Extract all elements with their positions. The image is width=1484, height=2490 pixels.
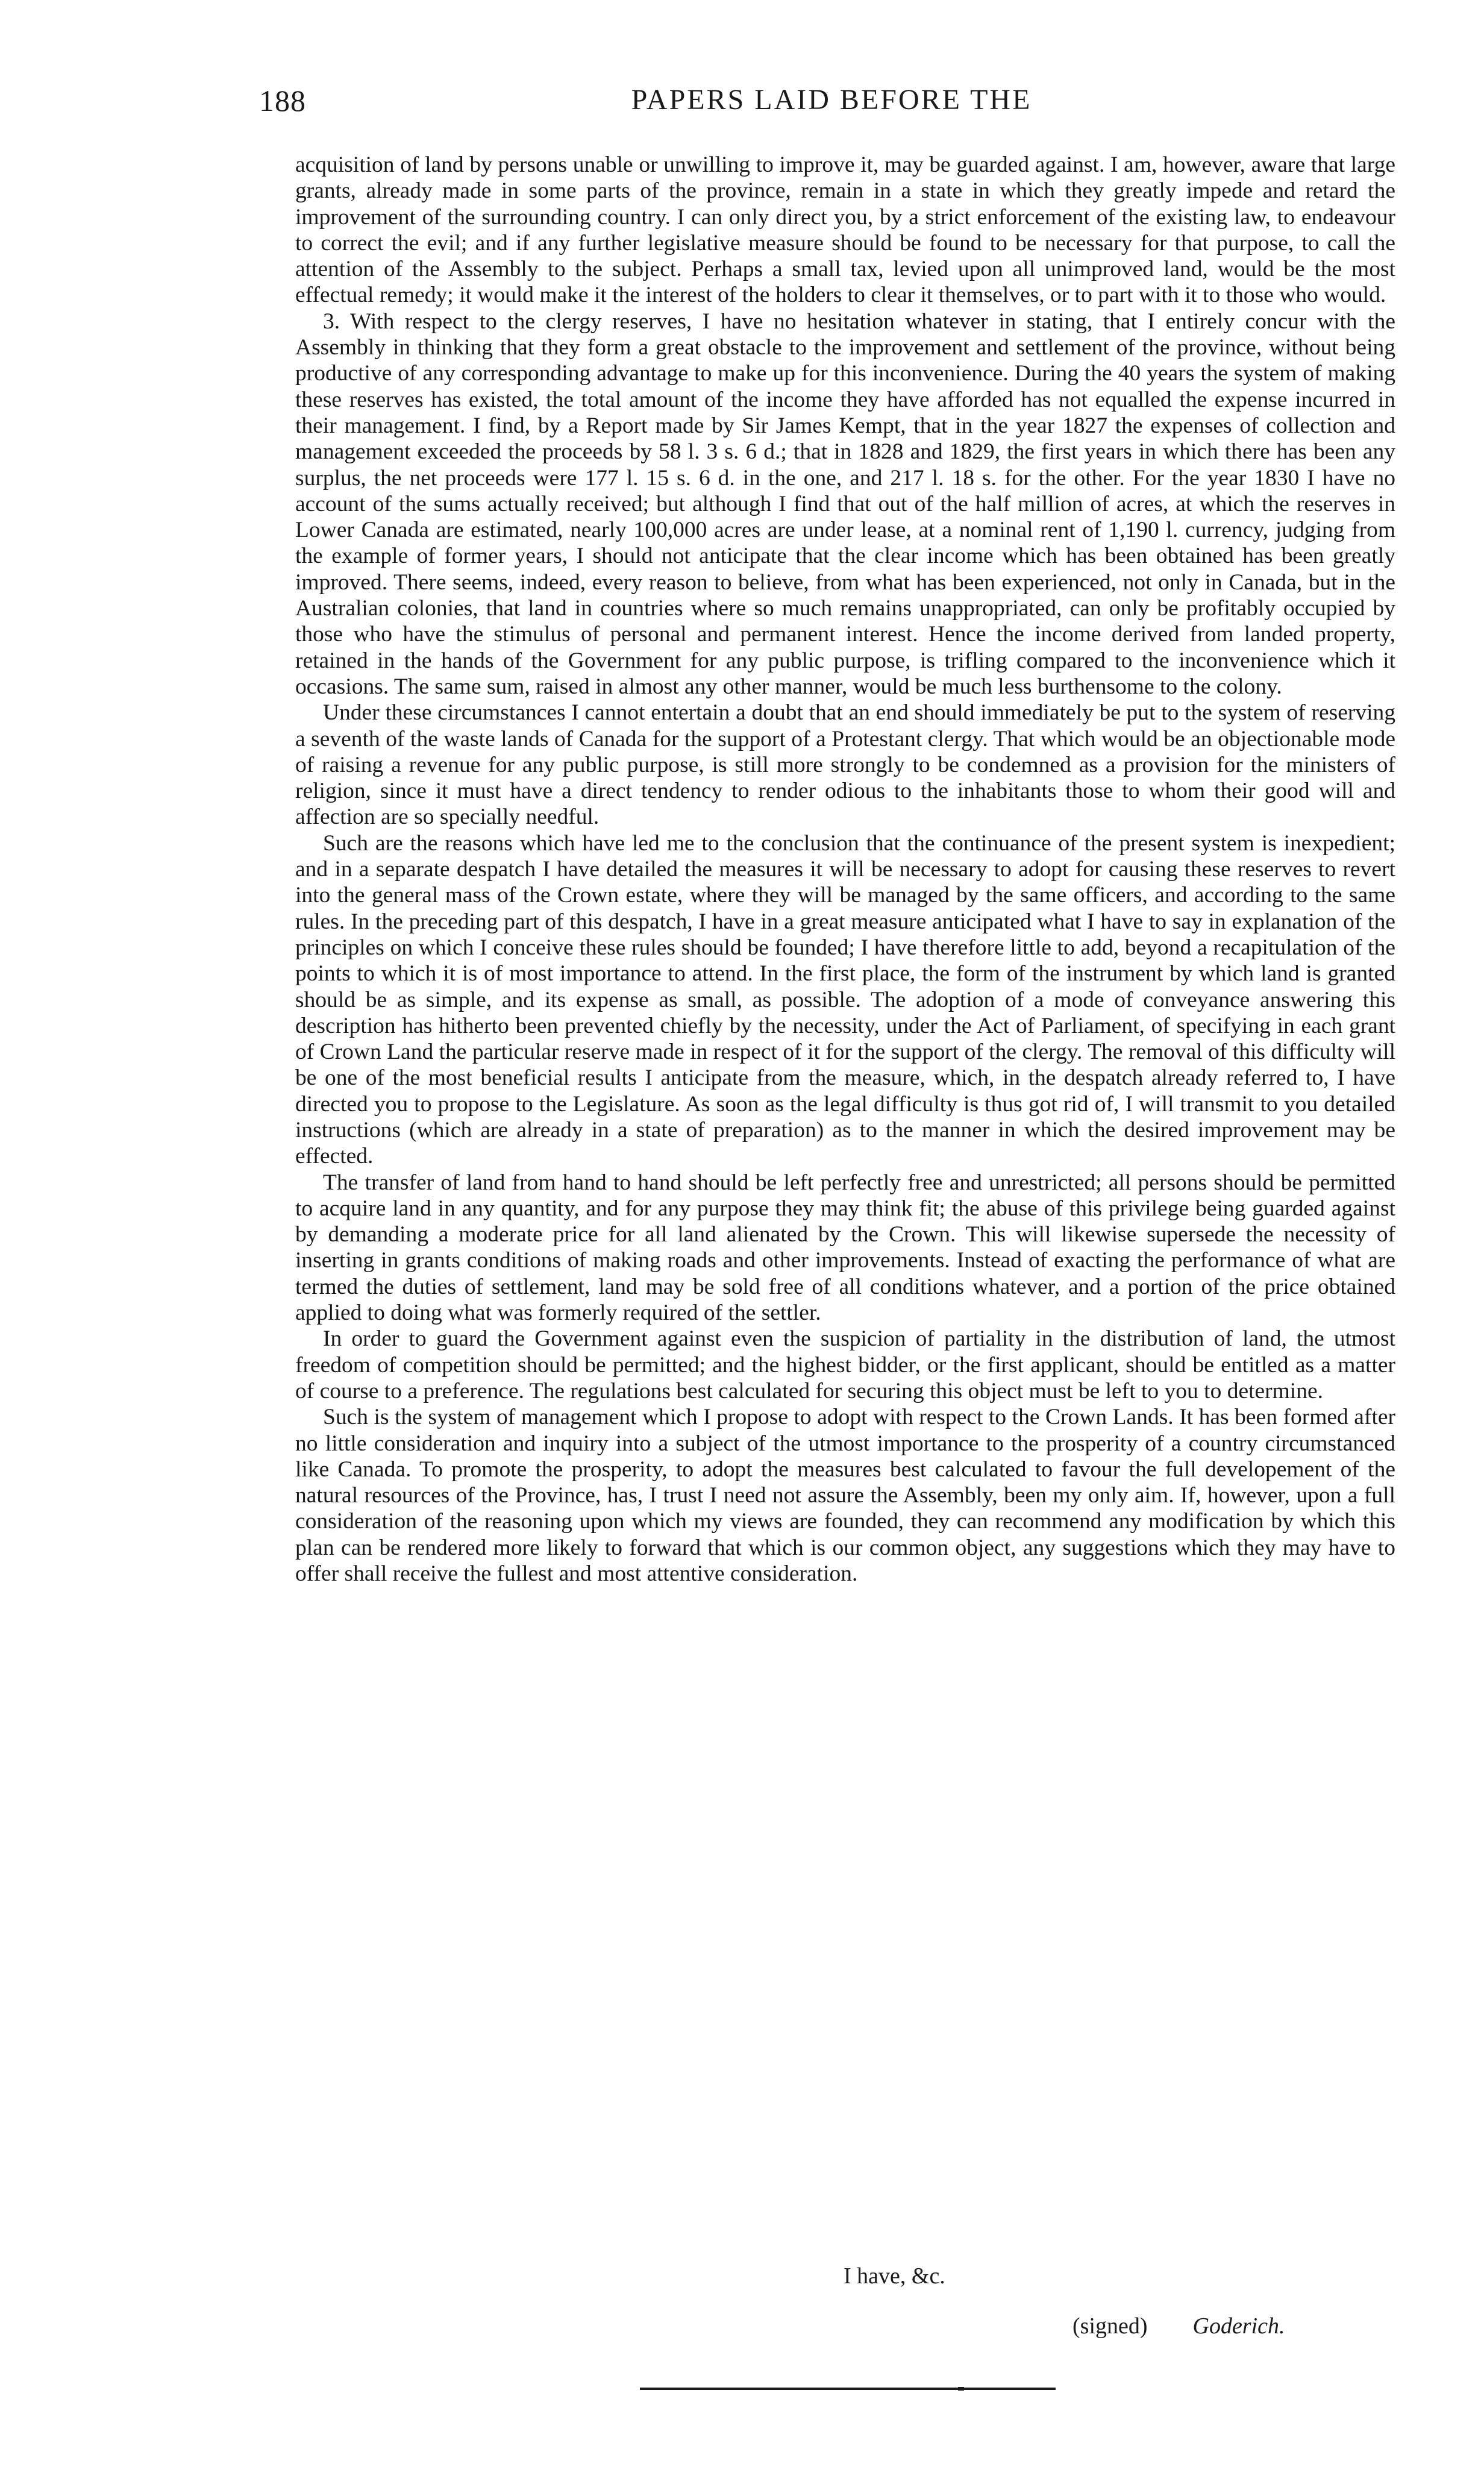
page-header xyxy=(259,83,1404,131)
page-number: 188 xyxy=(259,84,306,118)
paragraph-clergy-reserves: 3. With respect to the clergy reserves, I have no hesitation whatever in stating, that I entirely concur with the Assembly in thinking that they form a great obstacle to the improvement and settlement of the province, without being productive of any corresponding advantage to make up for this inconvenience. During the 40 years the system of making these reserves has existed, the total amount of the income they have afforded has not equalled the expense incurred in their management. I find, by a Report made by Sir James Kempt, that in the year 1827 the expenses of collection and management exceeded the proceeds by 58 l. 3 s. 6 d.; that in 1828 and 1829, the first years in which there has been any surplus, the net proceeds were 177 l. 15 s. 6 d. in the one, and 217 l. 18 s. for the other. For the year 1830 I have no account of the sums actually received; but although I find that out of the half million of acres, at which the reserves in Lower Canada are estimated, nearly 100,000 acres are under lease, at a nominal rent of 1,190 l. currency, judging from the example of former years, I should not anticipate that the clear income which has been obtained has been greatly improved. There seems, indeed, every reason to believe, from what has been experienced, not only in Canada, but in the Australian colonies, that land in countries where so much remains unappropriated, can only be profitably occupied by those who have the stimulus of personal and permanent interest. Hence the income derived from landed property, retained in the hands of the Government for any public purpose, is trifling compared to the inconvenience which it occasions. The same sum, raised in almost any other manner, would be much less burthensome to the colony. xyxy=(295,309,1395,699)
paragraph-circumstances: Under these circumstances I cannot entertain a doubt that an end should immediately be put to the system of reserving a seventh of the waste lands of Canada for the support of a Protestant clergy. That which would be an objectionable mode of raising a revenue for any public purpose, is still more strongly to be condemned as a provision for the ministers of religion, since it must have a direct tendency to render odious to the inhabitants those to whom their good will and affection are so specially needful. xyxy=(295,700,1395,830)
signature-block xyxy=(1072,2313,1285,2339)
end-rule-ornament xyxy=(958,2387,964,2391)
body-text xyxy=(295,152,1395,1587)
signer-name: Goderich. xyxy=(1192,2313,1285,2339)
end-rule xyxy=(640,2388,1056,2390)
paragraph-competition: In order to guard the Government against even the suspicion of partiality in the distribution of land, the utmost freedom of competition should be permitted; and the highest bidder, or the first applicant, should be entitled as a matter of course to a preference. The regulations best calculated for securing this object must be left to you to determine. xyxy=(295,1326,1395,1403)
signed-label: (signed) xyxy=(1072,2313,1148,2339)
paragraph-system-of-management: Such is the system of management which I propose to adopt with respect to the Crown Lands. It has been formed after no little consideration and inquiry into a subject of the utmost importance to the prosperity of a country circumstanced like Canada. To promote the prosperity, to adopt the measures best calculated to favour the full developement of the natural resources of the Province, has, I trust I need not assure the Assembly, been my only aim. If, however, upon a full consideration of the reasoning upon which my views are founded, they can recommend any modification by which this plan can be rendered more likely to forward that which is our common object, any suggestions which they may have to offer shall receive the fullest and most attentive consideration. xyxy=(295,1405,1395,1587)
closing-line: I have, &c. xyxy=(844,2263,945,2289)
paragraph-reasons: Such are the reasons which have led me to the conclusion that the continuance of the present system is inexpedient; and in a separate despatch I have detailed the measures it will be necessary to adopt for causing these reserves to revert into the general mass of the Crown estate, where they will be managed by the same officers, and according to the same rules. In the preceding part of this despatch, I have in a great measure anticipated what I have to say in explanation of the principles on which I conceive these rules should be founded; I have therefore little to add, beyond a recapitulation of the points to which it is of most importance to attend. In the first place, the form of the instrument by which land is granted should be as simple, and its expense as small, as possible. The adoption of a mode of conveyance answering this description has hitherto been prevented chiefly by the necessity, under the Act of Parliament, of specifying in each grant of Crown Land the particular reserve made in respect of it for the support of the clergy. The removal of this difficulty will be one of the most beneficial results I anticipate from the measure, which, in the despatch already referred to, I have directed you to propose to the Legislature. As soon as the legal difficulty is thus got rid of, I will transmit to you detailed instructions (which are already in a state of preparation) as to the manner in which the desired improvement may be effected. xyxy=(295,830,1395,1169)
paragraph-continuation: acquisition of land by persons unable or unwilling to improve it, may be guarded against. I am, however, aware that large grants, already made in some parts of the province, remain in a state in which they greatly impede and retard the improvement of the surrounding country. I can only direct you, by a strict enforcement of the existing law, to endeavour to correct the evil; and if any further legislative measure should be found to be necessary for that purpose, to call the attention of the Assembly to the subject. Perhaps a small tax, levied upon all unimproved land, would be the most effectual remedy; it would make it the interest of the holders to clear it themselves, or to part with it to those who would. xyxy=(295,152,1395,308)
paragraph-transfer-of-land: The transfer of land from hand to hand should be left perfectly free and unrestricted; all persons should be permitted to acquire land in any quantity, and for any purpose they may think fit; the abuse of this privilege being guarded against by demanding a moderate price for all land alienated by the Crown. This will likewise supersede the necessity of inserting in grants conditions of making roads and other improvements. Instead of exacting the performance of what are termed the duties of settlement, land may be sold free of all conditions whatever, and a portion of the price obtained applied to doing what was formerly required of the settler. xyxy=(295,1170,1395,1326)
running-head: PAPERS LAID BEFORE THE xyxy=(631,84,1032,116)
